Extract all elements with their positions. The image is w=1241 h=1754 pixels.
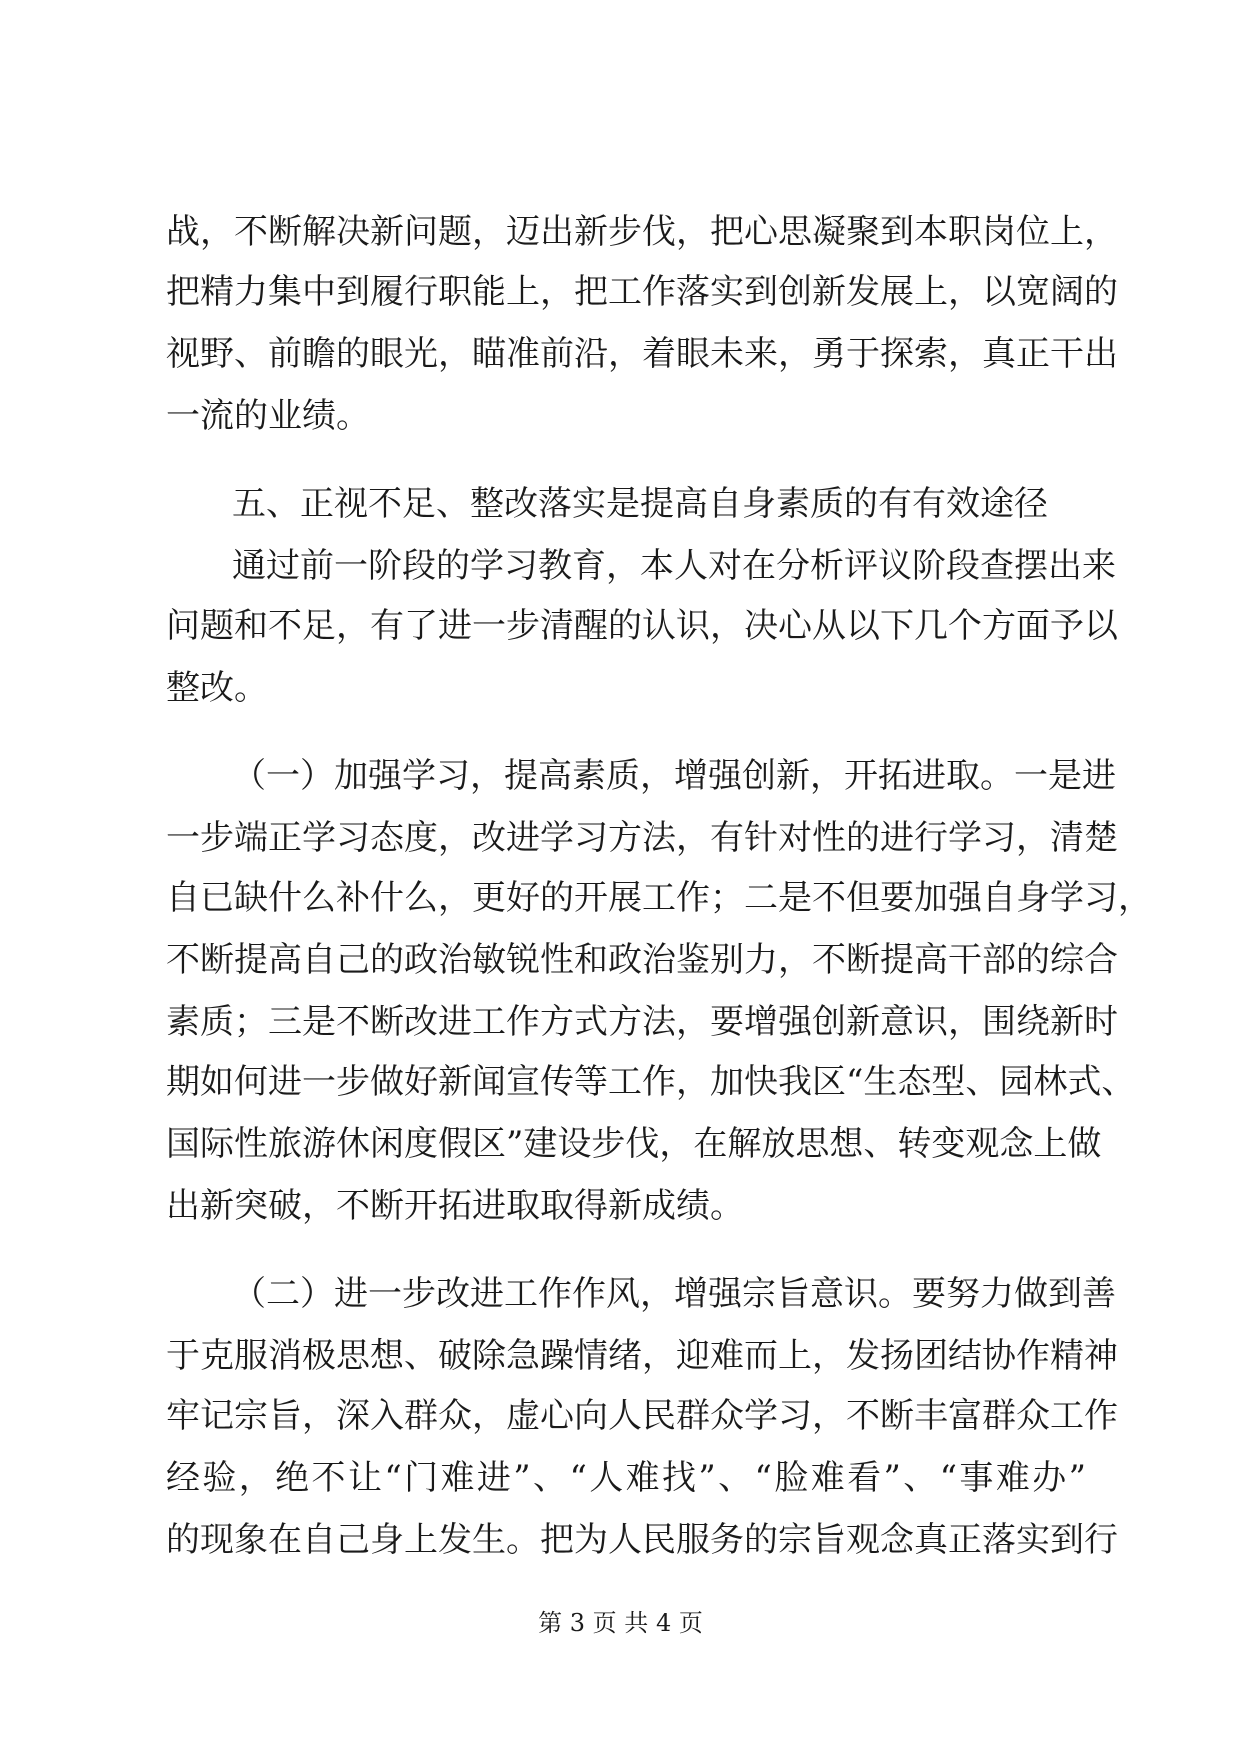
body-text-line: 战，不断解决新问题，迈出新步伐，把心思凝聚到本职岗位上，	[166, 212, 1118, 252]
body-text-line: 国际性旅游休闲度假区”建设步伐，在解放思想、转变观念上做	[166, 1124, 1102, 1164]
body-text-line: 一步端正学习态度，改进学习方法，有针对性的进行学习，清楚	[166, 818, 1118, 858]
body-text-line: 牢记宗旨，深入群众，虚心向人民群众学习，不断丰富群众工作	[166, 1396, 1118, 1436]
body-text-line: 一流的业绩。	[166, 396, 370, 436]
body-text-line: 问题和不足，有了进一步清醒的认识，决心从以下几个方面予以	[166, 606, 1118, 646]
body-text-line: 把精力集中到履行职能上，把工作落实到创新发展上，以宽阔的	[166, 272, 1118, 312]
body-text-line: （一）加强学习，提高素质，增强创新，开拓进取。一是进	[232, 756, 1116, 796]
body-text-line: 于克服消极思想、破除急躁情绪，迎难而上，发扬团结协作精神	[166, 1336, 1118, 1376]
body-text-line: 整改。	[166, 668, 268, 708]
body-text-line: 出新突破，不断开拓进取取得新成绩。	[166, 1186, 744, 1226]
body-text-line: 的现象在自己身上发生。把为人民服务的宗旨观念真正落实到行	[166, 1520, 1118, 1560]
section-heading: 五、正视不足、整改落实是提高自身素质的有有效途径	[232, 484, 1048, 524]
body-text-line: 自已缺什么补什么，更好的开展工作；二是不但要加强自身学习，	[166, 878, 1152, 918]
body-text-line: 经验，绝不让“门难进”、“人难找”、“脸难看”、“事难办”	[166, 1458, 1086, 1498]
body-text-line: 期如何进一步做好新闻宣传等工作，加快我区“生态型、园林式、	[166, 1062, 1136, 1102]
body-text-line: 素质；三是不断改进工作方式方法，要增强创新意识，围绕新时	[166, 1002, 1118, 1042]
body-text-line: 通过前一阶段的学习教育，本人对在分析评议阶段查摆出来	[232, 546, 1116, 586]
body-text-line: 视野、前瞻的眼光，瞄准前沿，着眼未来，勇于探索，真正干出	[166, 334, 1118, 374]
body-text-line: （二）进一步改进工作作风，增强宗旨意识。要努力做到善	[232, 1274, 1116, 1314]
page-number-footer: 第 3 页 共 4 页	[538, 1609, 703, 1637]
body-text-line: 不断提高自己的政治敏锐性和政治鉴别力，不断提高干部的综合	[166, 940, 1118, 980]
